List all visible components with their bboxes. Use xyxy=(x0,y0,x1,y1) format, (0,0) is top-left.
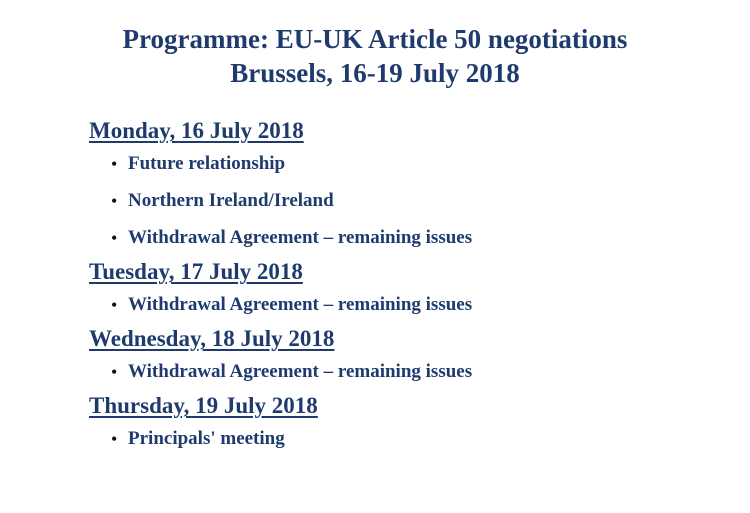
bullet-icon: • xyxy=(111,228,118,248)
agenda-item-label: Withdrawal Agreement – remaining issues xyxy=(128,361,473,382)
title-line-2: Brussels, 16-19 July 2018 xyxy=(230,58,520,88)
title-line-1: Programme: EU-UK Article 50 negotiations xyxy=(122,24,628,54)
agenda-item-label: Withdrawal Agreement – remaining issues xyxy=(128,294,473,315)
agenda-item-label: Principals' meeting xyxy=(128,428,285,449)
agenda-item-label: Future relationship xyxy=(128,153,286,174)
agenda-list xyxy=(89,153,729,249)
bullet-icon: • xyxy=(111,429,118,449)
schedule xyxy=(89,117,729,459)
day-heading: Wednesday, 18 July 2018 xyxy=(89,326,335,351)
agenda-item-label: Northern Ireland/Ireland xyxy=(128,190,334,211)
page-title xyxy=(0,22,750,90)
agenda-item xyxy=(89,153,729,175)
agenda-list xyxy=(89,428,729,450)
agenda-list xyxy=(89,361,729,383)
bullet-icon: • xyxy=(111,362,118,382)
day-heading: Tuesday, 17 July 2018 xyxy=(89,259,303,284)
agenda-list xyxy=(89,294,729,316)
agenda-item xyxy=(89,294,729,316)
bullet-icon: • xyxy=(111,295,118,315)
day-heading: Thursday, 19 July 2018 xyxy=(89,393,318,418)
day-monday xyxy=(89,117,729,249)
day-tuesday xyxy=(89,258,729,316)
agenda-item xyxy=(89,361,729,383)
agenda-item xyxy=(89,428,729,450)
bullet-icon: • xyxy=(111,154,118,174)
day-wednesday xyxy=(89,325,729,383)
agenda-item xyxy=(89,227,729,249)
bullet-icon: • xyxy=(111,191,118,211)
day-thursday xyxy=(89,392,729,450)
agenda-item-label: Withdrawal Agreement – remaining issues xyxy=(128,227,473,248)
agenda-item xyxy=(89,190,729,212)
day-heading: Monday, 16 July 2018 xyxy=(89,118,304,143)
